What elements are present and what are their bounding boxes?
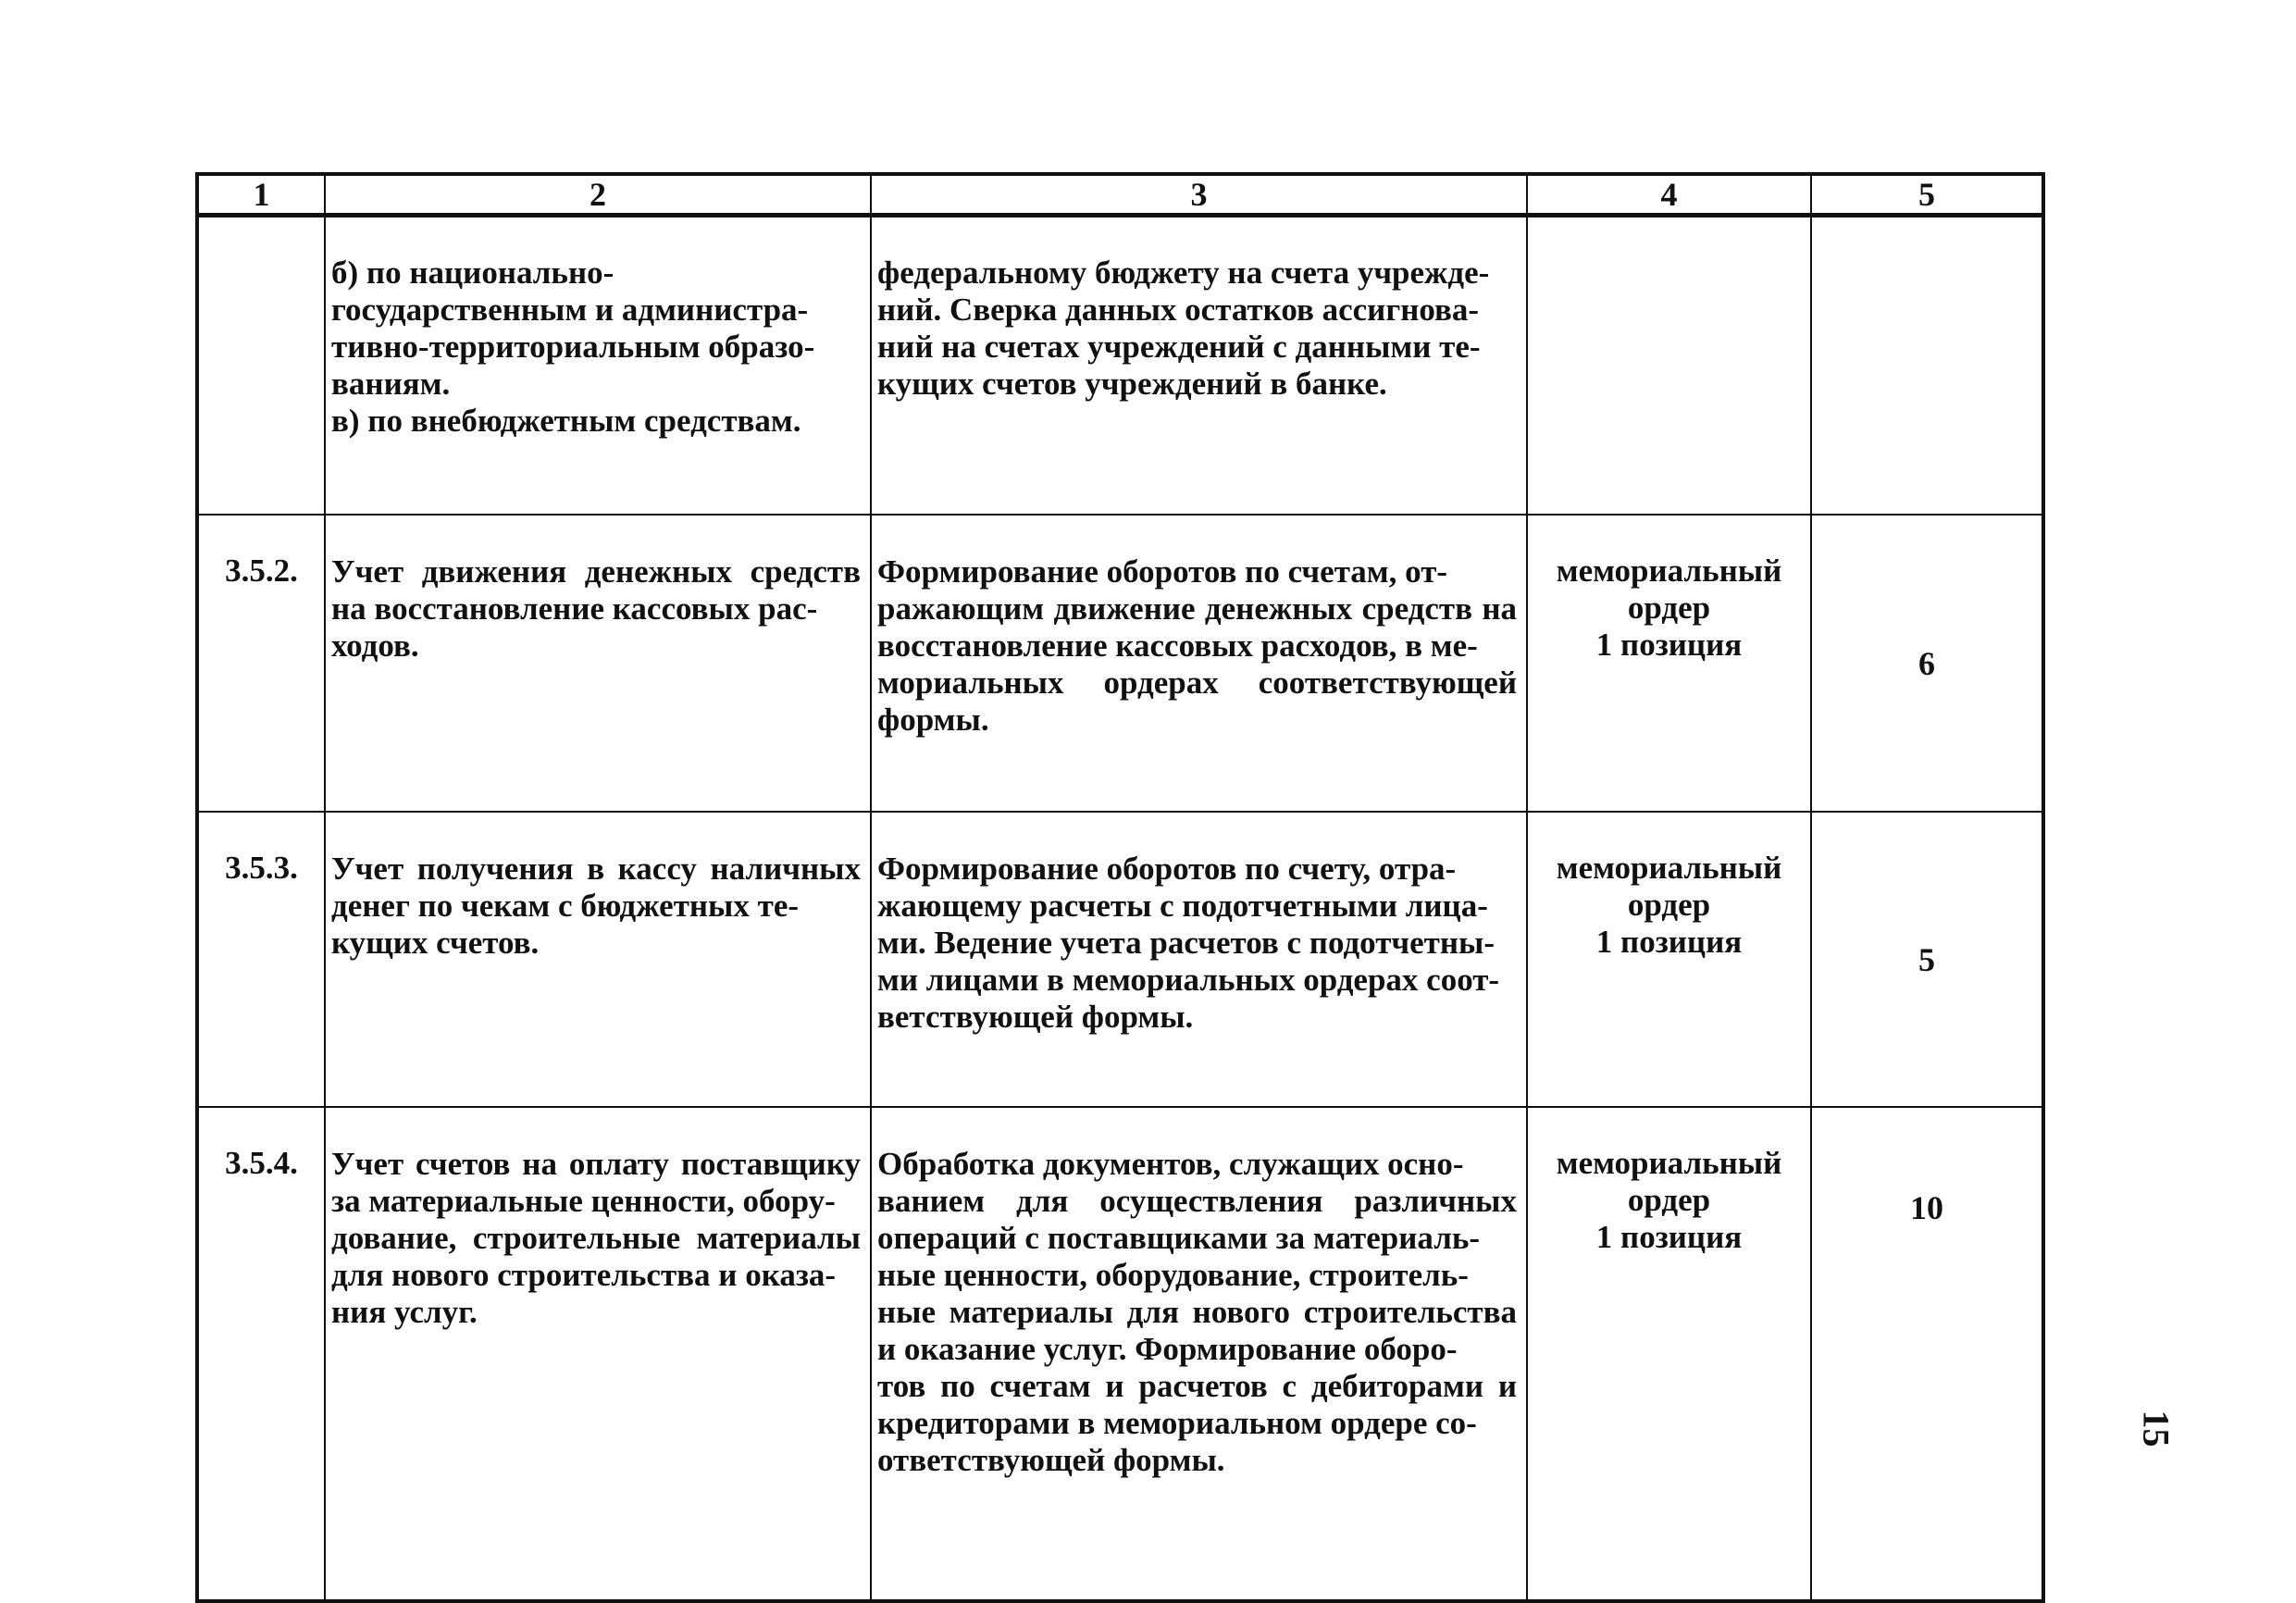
- row-document: [1527, 515, 1811, 812]
- document-table: [195, 172, 2045, 1603]
- table-row: [197, 812, 2043, 1107]
- table-row: [197, 216, 2043, 516]
- row-operations: [871, 216, 1527, 516]
- row-number: [197, 216, 325, 516]
- row-description: [325, 515, 871, 812]
- row-operations-text: Формирование оборотов по счету, отра- жающему расчеты с подотчетными лица- ми. Ведение учета расчетов с подотчетны- ми лицами в мемориальных ордерах соот- ветствующей формы.: [877, 851, 1500, 1035]
- header-col-1: 1: [197, 174, 325, 216]
- row-document-text: мемориальный ордер 1 позиция: [1556, 553, 1782, 663]
- header-col-5: 5: [1811, 174, 2043, 216]
- row-description-text: Учет движения денежных средств на восстановление кассовых рас- ходов.: [331, 553, 861, 664]
- row-operations: [871, 515, 1527, 812]
- page-number: 15: [2135, 1410, 2178, 1448]
- header-col-4: 4: [1527, 174, 1811, 216]
- row-description-text: б) по национально- государственным и администра- тивно-территориальным образо- ваниям. в) по внебюджетным средствам.: [331, 255, 815, 439]
- row-number: 3.5.2.: [197, 515, 325, 812]
- row-number: 3.5.3.: [197, 812, 325, 1107]
- row-operations: [871, 812, 1527, 1107]
- row-count: 5: [1811, 812, 2043, 1107]
- row-description-text: Учет счетов на оплату поставщику за материальные ценности, обору- дование, строительные материалы для нового строительства и оказа- ния услуг.: [331, 1146, 861, 1330]
- header-row: [197, 174, 2043, 216]
- row-operations-text: федеральному бюджету на счета учрежде- ний. Сверка данных остатков ассигнова- ний на счетах учреждений с данными те- кущих счетов учреждений в банке.: [877, 255, 1490, 402]
- row-operations: [871, 1107, 1527, 1601]
- row-description: [325, 1107, 871, 1601]
- row-number: 3.5.4.: [197, 1107, 325, 1601]
- row-description-text: Учет получения в кассу наличных денег по чекам с бюджетных те- кущих счетов.: [331, 851, 861, 961]
- row-document: [1527, 216, 1811, 516]
- table-row: [197, 1107, 2043, 1601]
- row-document: [1527, 812, 1811, 1107]
- row-count: [1811, 216, 2043, 516]
- row-description: [325, 812, 871, 1107]
- row-document-text: мемориальный ордер 1 позиция: [1556, 1145, 1782, 1255]
- table-row: [197, 515, 2043, 812]
- header-col-2: 2: [325, 174, 871, 216]
- row-operations-text: Обработка документов, служащих осно- ванием для осуществления различных операций с поставщиками за материаль- ные ценности, оборудование, строитель- ные материалы для нового строительства и оказание услуг. Формирование оборо- тов по счетам и расчетов с дебиторами и кредиторами в мемориальном ордере со- ответствующей формы.: [877, 1146, 1517, 1478]
- header-col-3: 3: [871, 174, 1527, 216]
- row-description: [325, 216, 871, 516]
- row-operations-text: Формирование оборотов по счетам, от- ражающим движение денежных средств на восстановление кассовых расходов, в ме- мориальных ордерах соответствующей формы.: [877, 553, 1517, 738]
- row-count: 10: [1811, 1107, 2043, 1601]
- row-count: 6: [1811, 515, 2043, 812]
- row-document: [1527, 1107, 1811, 1601]
- row-document-text: мемориальный ордер 1 позиция: [1556, 850, 1782, 960]
